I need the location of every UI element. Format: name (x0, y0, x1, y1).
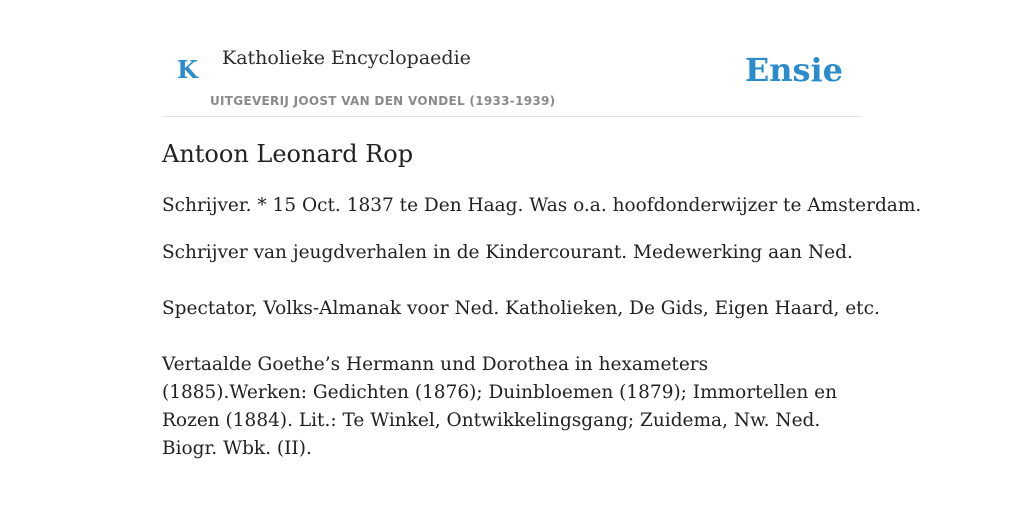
ensie-brand-link[interactable]: Ensie (744, 51, 843, 89)
article-paragraph: Schrijver van jeugdverhalen in de Kindercourant. Medewerking aan Ned. (162, 242, 853, 263)
site-header (162, 0, 862, 117)
site-title-link[interactable]: Katholieke Encyclopaedie (222, 47, 471, 69)
publisher-subtitle: UITGEVERIJ JOOST VAN DEN VONDEL (1933-1939) (210, 94, 556, 108)
article-paragraph: Vertaalde Goethe’s Hermann und Dorothea in hexameters (1885).Werken: Gedichten (1876); Duinbloemen (1879); Immortellen en Rozen (1884). Lit.: Te Winkel, Ontwikkelingsgang; Zuidema, Nw. Ned. Biogr. Wbk. (II). (162, 354, 837, 459)
article-paragraph: Schrijver. * 15 Oct. 1837 te Den Haag. Was o.a. hoofdonderwijzer te Amsterdam. (162, 195, 922, 216)
article-title: Antoon Leonard Rop (162, 140, 414, 168)
site-logo-icon[interactable]: K (177, 55, 198, 84)
page-container (162, 0, 922, 459)
article-paragraph: Spectator, Volks-Almanak voor Ned. Katholieken, De Gids, Eigen Haard, etc. (162, 298, 880, 319)
